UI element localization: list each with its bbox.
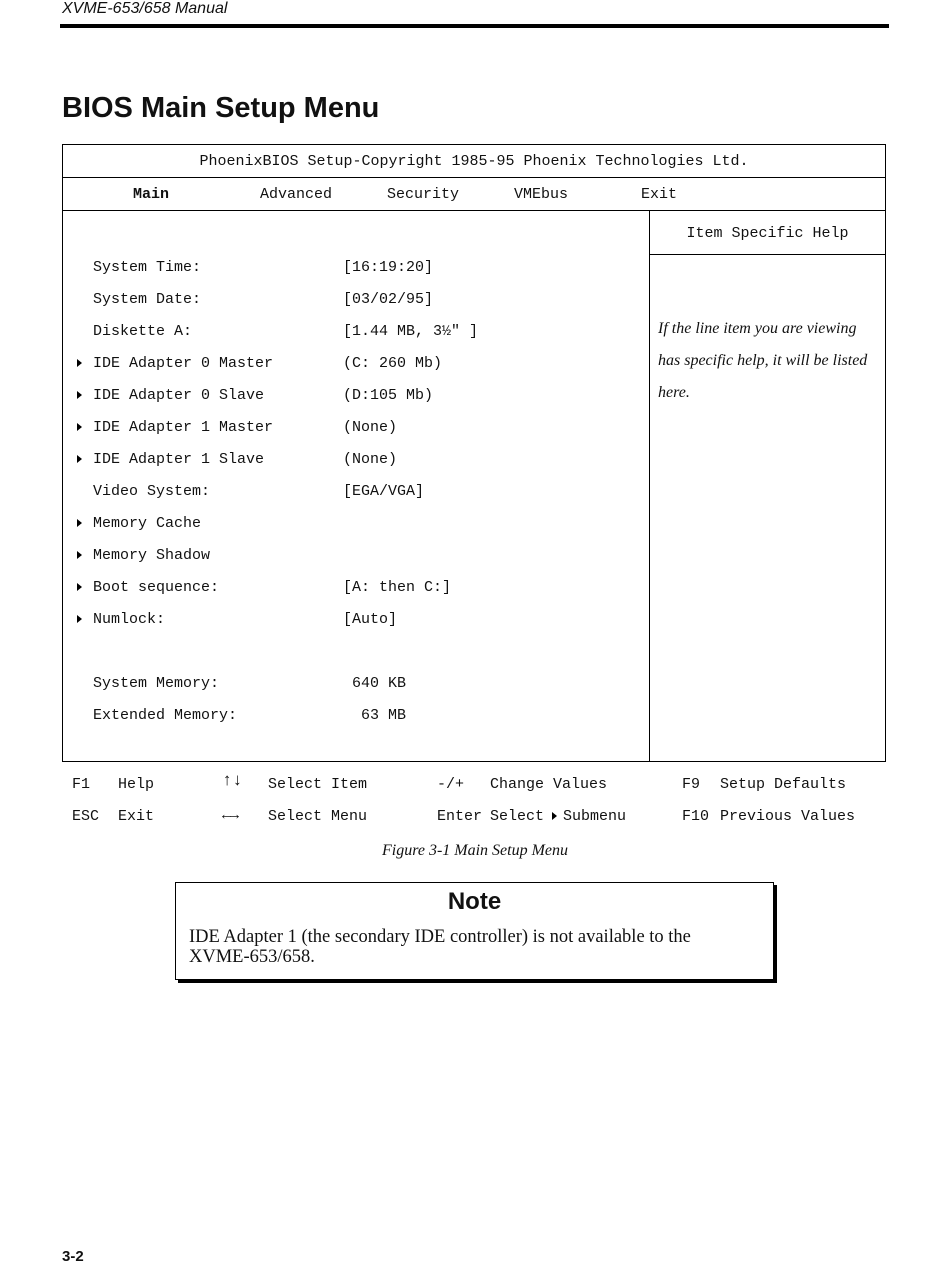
setting-label: IDE Adapter 0 Master <box>93 355 274 372</box>
bios-copyright-banner: PhoenixBIOS Setup-Copyright 1985-95 Phoenix Technologies Ltd. <box>63 145 885 178</box>
setting-row-ide-1-master[interactable] <box>63 419 649 441</box>
setting-value[interactable]: [1.44 MB, 3½" ] <box>343 323 479 340</box>
setting-row-memory-cache[interactable] <box>63 515 649 537</box>
key-f9-action: Setup Defaults <box>720 776 847 793</box>
settings-panel <box>63 211 650 761</box>
submenu-arrow-icon <box>77 519 82 527</box>
bios-setup-screen <box>62 144 886 762</box>
setting-row-extended-memory <box>63 707 649 729</box>
setting-row-ide-0-master[interactable] <box>63 355 649 377</box>
key-enter: Enter <box>437 808 483 825</box>
submenu-arrow-icon <box>77 615 82 623</box>
setting-label: System Memory: <box>93 675 220 692</box>
key-esc: ESC <box>72 808 100 825</box>
bios-menu-bar <box>63 178 885 211</box>
page-number: 3-2 <box>62 1248 84 1265</box>
submenu-arrow-icon <box>77 391 82 399</box>
setting-label: Memory Shadow <box>93 547 211 564</box>
setting-label: Memory Cache <box>93 515 202 532</box>
setting-row-system-time[interactable] <box>63 259 649 281</box>
key-f10-action: Previous Values <box>720 808 856 825</box>
setting-label: IDE Adapter 1 Master <box>93 419 274 436</box>
note-body: IDE Adapter 1 (the secondary IDE controller) is not available to the XVME-653/658. <box>189 927 691 967</box>
submenu-arrow-icon <box>77 551 82 559</box>
submenu-arrow-icon <box>77 423 82 431</box>
tab-security[interactable]: Security <box>387 186 460 203</box>
setting-value: (C: 260 Mb) <box>343 355 443 372</box>
key-enter-action: Select <box>490 808 545 825</box>
setting-row-ide-0-slave[interactable] <box>63 387 649 409</box>
submenu-arrow-icon <box>552 812 557 820</box>
note-title: Note <box>447 888 502 915</box>
header-rule <box>60 24 889 28</box>
help-panel-title: Item Specific Help <box>650 211 885 255</box>
key-leftright-action: Select Menu <box>268 808 368 825</box>
setting-value[interactable]: [A: then C:] <box>343 579 452 596</box>
setting-value: 640 KB <box>343 675 407 692</box>
setting-label: IDE Adapter 1 Slave <box>93 451 265 468</box>
setting-label: Boot sequence: <box>93 579 220 596</box>
figure-caption: Figure 3-1 Main Setup Menu <box>381 842 569 859</box>
submenu-arrow-icon <box>77 583 82 591</box>
running-head: XVME-653/658 Manual <box>62 0 228 17</box>
setting-row-diskette-a[interactable] <box>63 323 649 345</box>
left-right-arrow-icon: ←→ <box>222 807 239 824</box>
setting-value: (D:105 Mb) <box>343 387 434 404</box>
setting-label: Numlock: <box>93 611 166 628</box>
setting-row-memory-shadow[interactable] <box>63 547 649 569</box>
setting-row-ide-1-slave[interactable] <box>63 451 649 473</box>
setting-value[interactable]: [03/02/95] <box>343 291 434 308</box>
help-panel-text: If the line item you are viewing has specific help, it will be listed here. <box>658 320 868 401</box>
page-title: BIOS Main Setup Menu <box>62 92 380 124</box>
tab-main[interactable]: Main <box>133 186 170 203</box>
key-f1: F1 <box>72 776 91 793</box>
setting-value: (None) <box>343 419 398 436</box>
setting-value: (None) <box>343 451 398 468</box>
submenu-arrow-icon <box>77 455 82 463</box>
key-legend <box>72 772 892 836</box>
key-minus-plus-action: Change Values <box>490 776 608 793</box>
key-enter-target: Submenu <box>563 808 627 825</box>
key-f10: F10 <box>682 808 710 825</box>
setting-row-boot-sequence[interactable] <box>63 579 649 601</box>
setting-row-system-date[interactable] <box>63 291 649 313</box>
setting-label: Diskette A: <box>93 323 193 340</box>
setting-value[interactable]: [EGA/VGA] <box>343 483 425 500</box>
key-f9: F9 <box>682 776 701 793</box>
setting-label: Extended Memory: <box>93 707 238 724</box>
up-down-arrow-icon: ↑↓ <box>222 772 243 791</box>
key-minus-plus: -/+ <box>437 776 465 793</box>
setting-row-numlock[interactable] <box>63 611 649 633</box>
key-updown-action: Select Item <box>268 776 368 793</box>
submenu-arrow-icon <box>77 359 82 367</box>
setting-value: 63 MB <box>343 707 407 724</box>
tab-advanced[interactable]: Advanced <box>260 186 333 203</box>
setting-label: IDE Adapter 0 Slave <box>93 387 265 404</box>
setting-label: System Date: <box>93 291 202 308</box>
note-box <box>175 882 774 980</box>
setting-row-video-system[interactable] <box>63 483 649 505</box>
tab-exit[interactable]: Exit <box>641 186 678 203</box>
setting-value[interactable]: [16:19:20] <box>343 259 434 276</box>
help-panel <box>650 211 885 761</box>
key-f1-action: Help <box>118 776 155 793</box>
setting-value[interactable]: [Auto] <box>343 611 398 628</box>
tab-vmebus[interactable]: VMEbus <box>514 186 569 203</box>
key-esc-action: Exit <box>118 808 155 825</box>
setting-label: Video System: <box>93 483 211 500</box>
setting-row-system-memory <box>63 675 649 697</box>
setting-label: System Time: <box>93 259 202 276</box>
